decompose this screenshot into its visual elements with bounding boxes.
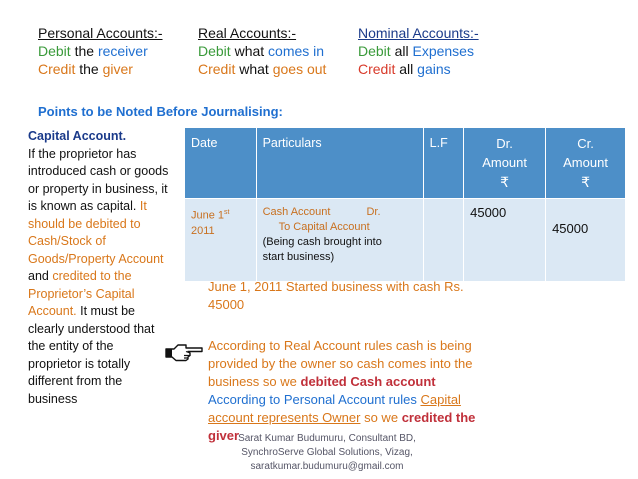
author-footer: Sarat Kumar Budumuru, Consultant BD, SynchroServe Global Solutions, Vizag, saratkumar.budumuru@gmail.com [238, 433, 416, 472]
header-lf: L.F [423, 128, 463, 199]
capital-note-line: proprietor is totally [28, 356, 131, 371]
header-date: Date [185, 128, 256, 199]
capital-note-line: is known as capital. It [28, 199, 147, 213]
capital-note-line: clearly understood that [28, 321, 155, 336]
personal-accounts-rule [38, 24, 163, 78]
capital-note-line: should be debited to [28, 216, 141, 231]
cell-cr-amount: 45000 [546, 199, 625, 282]
personal-accounts-title: Personal Accounts:- [38, 25, 163, 41]
debit-marker: Dr. [366, 206, 381, 218]
pointing-hand-icon [164, 341, 204, 368]
journal-header-row [185, 128, 625, 199]
header-cr-amount: Cr. Amount ₹ [546, 128, 625, 199]
table-row [185, 199, 625, 282]
real-credit-line: Credit what goes out [198, 61, 327, 77]
real-accounts-rule [198, 24, 326, 78]
real-debit-line: Debit what comes in [198, 43, 325, 59]
nominal-accounts-rule [358, 24, 479, 78]
header-dr-amount: Dr. Amount ₹ [464, 128, 546, 199]
real-accounts-title: Real Accounts:- [198, 25, 297, 41]
cell-dr-amount: 45000 [464, 199, 546, 282]
capital-note-line: introduced cash or goods [28, 164, 169, 178]
capital-note-lines [28, 146, 180, 409]
capital-note-line: the entity of the [28, 339, 114, 353]
capital-account-title: Capital Account. [28, 129, 127, 143]
capital-note-line: Proprietor’s Capital [28, 286, 135, 301]
capital-note-line: Cash/Stock of [28, 234, 106, 248]
cell-particulars [256, 199, 423, 282]
nominal-debit-line: Debit all Expenses [358, 43, 474, 59]
nominal-accounts-title: Nominal Accounts:- [358, 25, 479, 41]
nominal-credit-line: Credit all gains [358, 61, 451, 77]
narration-line-1: (Being cash brought into [262, 236, 382, 248]
capital-account-note [28, 128, 180, 408]
cell-date: June 1st 2011 [185, 199, 256, 282]
points-heading: Points to be Noted Before Journalising: [38, 104, 283, 119]
capital-note-line: Account. It must be [28, 304, 135, 318]
capital-note-line: If the proprietor has [28, 146, 137, 161]
journal-table [185, 128, 625, 281]
credit-account: To Capital Account [278, 221, 370, 233]
capital-note-line: Goods/Property Account [28, 251, 164, 266]
cell-lf [423, 199, 463, 282]
debit-account: Cash Account [262, 206, 331, 218]
rupee-icon: ₹ [581, 174, 590, 190]
header-particulars: Particulars [256, 128, 423, 199]
explanation-text: According to Real Account rules cash is being provided by the owner so cash comes into the business so we debited Cash account According to Personal Account rules Capital account represents Owner so we credited the giver [208, 338, 476, 443]
personal-debit-line: Debit the receiver [38, 43, 148, 59]
capital-note-line: different from the [28, 374, 123, 388]
capital-note-line: or property in business, it [28, 181, 168, 196]
capital-note-line: business [28, 391, 78, 406]
capital-note-line: and credited to the [28, 269, 132, 283]
transaction-description: June 1, 2011 Started business with cash Rs. 45000 [208, 279, 464, 312]
rupee-icon: ₹ [500, 174, 510, 190]
personal-credit-line: Credit the giver [38, 61, 133, 77]
narration-line-2: start business) [262, 251, 335, 263]
